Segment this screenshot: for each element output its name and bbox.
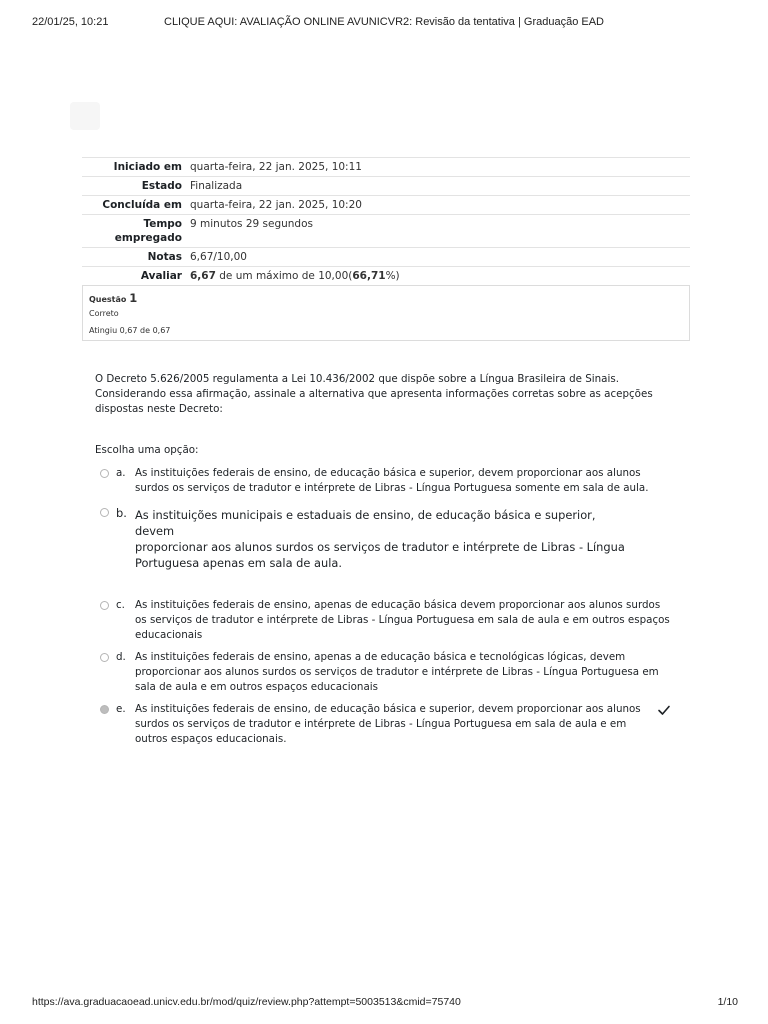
question-state: Correto [89, 309, 119, 318]
radio-button[interactable] [100, 601, 109, 610]
summary-label: Iniciado em [82, 158, 186, 177]
grade-percent: 66,71 [352, 270, 386, 282]
option-text [135, 466, 675, 496]
radio-button[interactable] [100, 508, 109, 517]
print-date: 22/01/25, 10:21 [32, 16, 109, 28]
summary-row-grade [82, 267, 690, 286]
question-text [95, 372, 675, 417]
question-number-value: 1 [129, 291, 138, 305]
option-text [135, 650, 675, 695]
summary-label: Tempo empregado [82, 215, 186, 248]
radio-button[interactable] [100, 653, 109, 662]
print-title: CLIQUE AQUI: AVALIAÇÃO ONLINE AVUNICVR2: Revisão da tentativa | Graduação EAD [164, 16, 604, 28]
summary-value: 9 minutos 29 segundos [186, 215, 690, 248]
site-logo[interactable] [70, 102, 100, 130]
option-line: As instituições municipais e estaduais de ensino, de educação básica e superior, devem [135, 508, 596, 538]
option-line: As instituições federais de ensino, apenas de educação básica devem proporcionar aos alunos surdos [135, 599, 661, 611]
option-line: sala de aula e em outros espaços educacionais [135, 681, 378, 693]
option-letter: a. [116, 467, 126, 479]
radio-button[interactable] [100, 469, 109, 478]
option-line: outros espaços educacionais. [135, 733, 287, 745]
summary-value: quarta-feira, 22 jan. 2025, 10:20 [186, 196, 690, 215]
option-line: educacionais [135, 629, 203, 641]
summary-value: Finalizada [186, 177, 690, 196]
option-letter: c. [116, 599, 125, 611]
question-info-box [82, 285, 690, 341]
summary-label: Concluída em [82, 196, 186, 215]
summary-row [82, 248, 690, 267]
question-label: Questão [89, 295, 130, 304]
option-line: proporcionar aos alunos surdos os serviços de tradutor e intérprete de Libras - Língua [135, 540, 625, 554]
page-number: 1/10 [717, 996, 738, 1008]
option-line: As instituições federais de ensino, de educação básica e superior, devem proporcionar aos alunos [135, 703, 641, 715]
question-text-line: dispostas neste Decreto: [95, 403, 223, 415]
grade-score: 6,67 [190, 270, 216, 282]
grade-middle: de um máximo de 10,00( [215, 270, 353, 282]
attempt-summary-table [82, 157, 690, 286]
options-prompt: Escolha uma opção: [95, 444, 199, 456]
summary-row [82, 196, 690, 215]
option-text [135, 702, 675, 747]
option-line: surdos os serviços de tradutor e intérprete de Libras - Língua Portuguesa em sala de aula e em [135, 718, 627, 730]
grade-end: %) [385, 270, 400, 282]
question-text-line: O Decreto 5.626/2005 regulamenta a Lei 10.436/2002 que dispõe sobre a Língua Brasileira de Sinais. [95, 373, 619, 385]
summary-value: 6,67/10,00 [186, 248, 690, 267]
option-line: proporcionar aos alunos surdos os serviços de tradutor e intérprete de Libras - Língua Portuguesa em [135, 666, 659, 678]
option-letter: e. [116, 703, 126, 715]
summary-value: quarta-feira, 22 jan. 2025, 10:11 [186, 158, 690, 177]
option-text [135, 507, 635, 571]
question-text-line: Considerando essa afirmação, assinale a alternativa que apresenta informações corretas sobre as acepções [95, 388, 653, 400]
summary-row [82, 158, 690, 177]
summary-value [186, 267, 690, 286]
radio-button-selected[interactable] [100, 705, 109, 714]
option-line: surdos os serviços de tradutor e intérprete de Libras - Língua Portuguesa somente em sala de aula. [135, 482, 649, 494]
summary-label: Avaliar [82, 267, 186, 286]
option-letter: b. [116, 506, 127, 520]
question-number [89, 291, 137, 305]
option-line: As instituições federais de ensino, de educação básica e superior, devem proporcionar aos alunos [135, 467, 641, 479]
check-icon [657, 703, 671, 717]
question-grade: Atingiu 0,67 de 0,67 [89, 326, 171, 335]
summary-label: Estado [82, 177, 186, 196]
option-text [135, 598, 675, 643]
summary-row [82, 215, 690, 248]
option-line: As instituições federais de ensino, apenas a de educação básica e tecnológicas lógicas, devem [135, 651, 626, 663]
summary-row [82, 177, 690, 196]
print-url: https://ava.graduacaoead.unicv.edu.br/mod/quiz/review.php?attempt=5003513&cmid=75740 [32, 996, 461, 1008]
option-line: Portuguesa apenas em sala de aula. [135, 556, 342, 570]
option-letter: d. [116, 651, 126, 663]
summary-label: Notas [82, 248, 186, 267]
option-line: os serviços de tradutor e intérprete de Libras - Língua Portuguesa em sala de aula e em outros espaços [135, 614, 670, 626]
